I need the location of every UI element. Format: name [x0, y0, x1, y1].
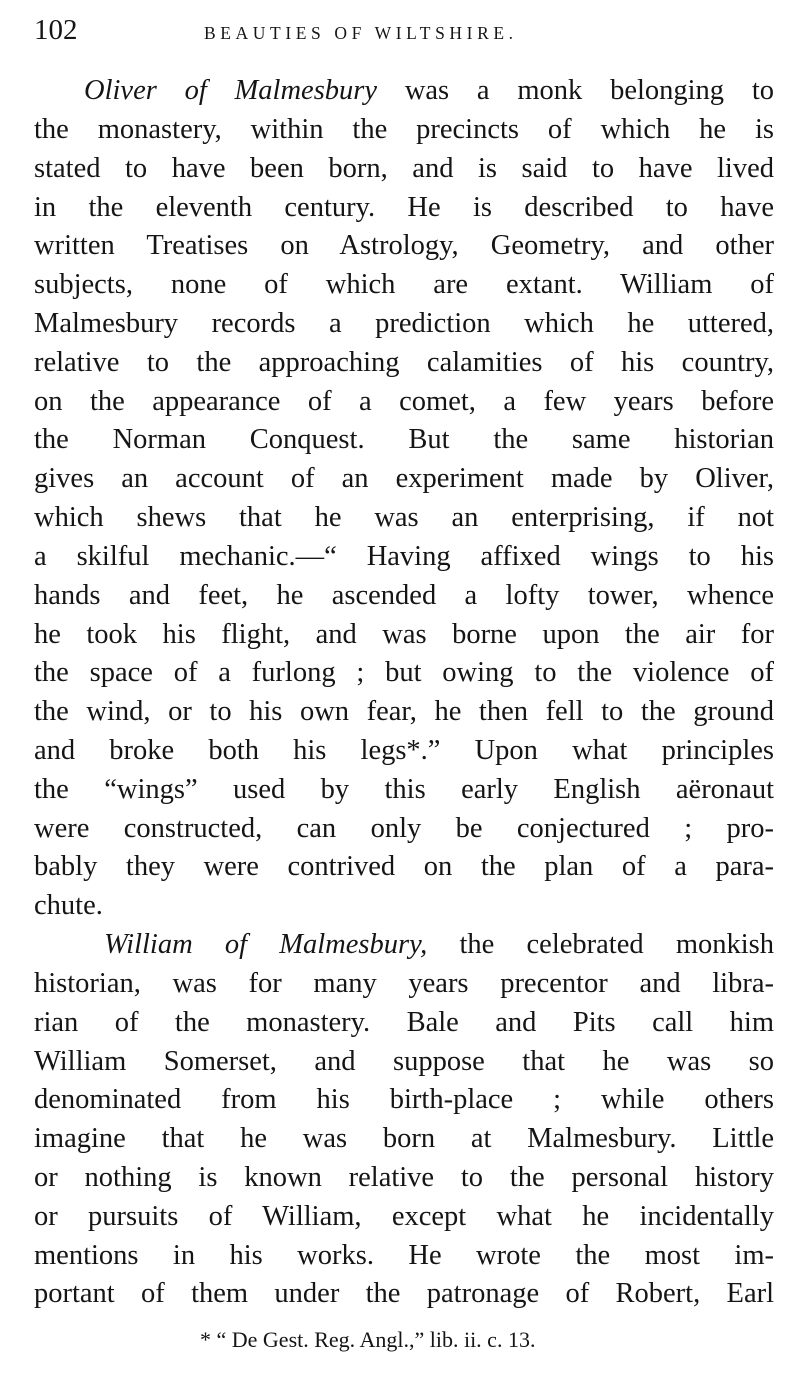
paragraph-1-line-11: gives an account of an experiment made by Oliver,	[34, 463, 774, 494]
paragraph-1-line-12: which shews that he was an enterprising, if not	[34, 502, 774, 533]
paragraph-1-line-3: stated to have been born, and is said to have lived	[34, 153, 774, 184]
paragraph-2-line-8: or pursuits of William, except what he incidentally	[34, 1201, 774, 1232]
paragraph-1-line-8: relative to the approaching calamities of his country,	[34, 347, 774, 378]
paragraph-1-line-20: were constructed, can only be conjectured ; pro-	[34, 813, 774, 844]
paragraph-1-line-14: hands and feet, he ascended a lofty tower, whence	[34, 580, 774, 611]
footnote: * “ De Gest. Reg. Angl.,” lib. ii. c. 13.	[200, 1327, 536, 1352]
paragraph-1-line-16: the space of a furlong ; but owing to the violence of	[34, 657, 774, 688]
paragraph-1-line-15: he took his flight, and was borne upon the air for	[34, 619, 774, 650]
line-text: was a monk belonging to	[377, 75, 775, 106]
paragraph-2-line-10: portant of them under the patronage of Robert, Earl	[34, 1278, 774, 1309]
paragraph-1-line-5: written Treatises on Astrology, Geometry, and other	[34, 230, 774, 261]
paragraph-1-line-19: the “wings” used by this early English aëronaut	[34, 774, 774, 805]
subject-name-william: William of Malmesbury,	[104, 929, 428, 960]
paragraph-1-line-1	[84, 72, 774, 110]
paragraph-1-line-13: a skilful mechanic.—“ Having affixed wings to his	[34, 541, 774, 572]
paragraph-1-line-9: on the appearance of a comet, a few years before	[34, 386, 774, 417]
paragraph-1-line-4: in the eleventh century. He is described to have	[34, 192, 774, 223]
paragraph-2-line-4: William Somerset, and suppose that he was so	[34, 1046, 774, 1077]
paragraph-2-line-1	[104, 926, 774, 964]
paragraph-1-line-7: Malmesbury records a prediction which he uttered,	[34, 308, 774, 339]
paragraph-1-line-22: chute.	[34, 890, 103, 921]
paragraph-1-line-2: the monastery, within the precincts of which he is	[34, 114, 774, 145]
running-head	[34, 10, 774, 50]
page-number: 102	[34, 14, 78, 46]
paragraph-1-line-6: subjects, none of which are extant. William of	[34, 269, 774, 300]
paragraph-2-line-6: imagine that he was born at Malmesbury. Little	[34, 1123, 774, 1154]
paragraph-2-line-7: or nothing is known relative to the personal history	[34, 1162, 774, 1193]
paragraph-2-line-9: mentions in his works. He wrote the most im-	[34, 1240, 774, 1271]
subject-name-oliver: Oliver of Malmesbury	[84, 75, 378, 106]
paragraph-1-line-18: and broke both his legs*.” Upon what principles	[34, 735, 774, 766]
paragraph-2-line-2: historian, was for many years precentor and libra-	[34, 968, 774, 999]
running-title: BEAUTIES OF WILTSHIRE.	[204, 23, 518, 43]
paragraph-2-line-5: denominated from his birth-place ; while others	[34, 1084, 774, 1115]
paragraph-1-line-10: the Norman Conquest. But the same historian	[34, 424, 774, 455]
line-text: the celebrated monkish	[427, 929, 774, 960]
paragraph-1-line-21: bably they were contrived on the plan of a para-	[34, 851, 774, 882]
paragraph-2-line-3: rian of the monastery. Bale and Pits call him	[34, 1007, 774, 1038]
paragraph-1-line-17: the wind, or to his own fear, he then fell to the ground	[34, 696, 774, 727]
